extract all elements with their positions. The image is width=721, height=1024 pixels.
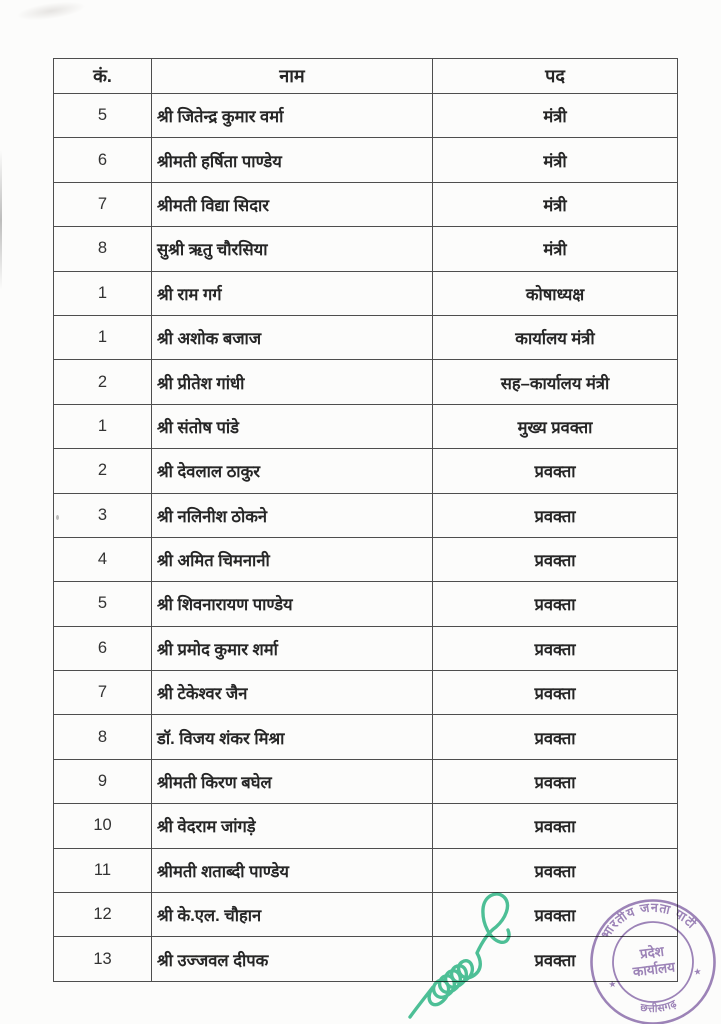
stamp-top-arc-text: भारतीय जनता पार्टी [598, 900, 700, 942]
cell-post: प्रवक्ता [433, 449, 678, 493]
cell-post: मंत्री [433, 227, 678, 271]
cell-serial-number: 2 [54, 360, 152, 404]
table-row [54, 182, 678, 226]
cell-post: प्रवक्ता [433, 671, 678, 715]
cell-name: श्रीमती किरण बघेल [152, 759, 433, 803]
cell-name: श्री राम गर्ग [152, 271, 433, 315]
cell-serial-number: 3 [54, 493, 152, 537]
cell-name: श्री के.एल. चौहान [152, 893, 433, 937]
cell-serial-number: 5 [54, 94, 152, 138]
table-row [54, 449, 678, 493]
cell-post: प्रवक्ता [433, 937, 678, 981]
cell-post: प्रवक्ता [433, 626, 678, 670]
cell-post: मंत्री [433, 182, 678, 226]
cell-serial-number: 13 [54, 937, 152, 981]
table-row [54, 937, 678, 981]
cell-post: मंत्री [433, 94, 678, 138]
cell-name: श्री शिवनारायण पाण्डेय [152, 582, 433, 626]
cell-name: डॉ. विजय शंकर मिश्रा [152, 715, 433, 759]
table-row [54, 759, 678, 803]
cell-post: कार्यालय मंत्री [433, 315, 678, 359]
cell-name: श्री अमित चिमनानी [152, 537, 433, 581]
stamp-star-left-icon: ★ [607, 978, 618, 990]
table-row [54, 493, 678, 537]
stamp-star-right-icon: ★ [692, 966, 703, 978]
table-row [54, 94, 678, 138]
cell-name: श्रीमती हर्षिता पाण्डेय [152, 138, 433, 182]
table-row [54, 138, 678, 182]
cell-name: श्रीमती विद्या सिदार [152, 182, 433, 226]
table-row [54, 715, 678, 759]
cell-name: श्री वेदराम जांगड़े [152, 804, 433, 848]
cell-name: सुश्री ऋतु चौरसिया [152, 227, 433, 271]
cell-post: प्रवक्ता [433, 582, 678, 626]
cell-name: श्रीमती शताब्दी पाण्डेय [152, 848, 433, 892]
cell-name: श्री जितेन्द्र कुमार वर्मा [152, 94, 433, 138]
cell-serial-number: 5 [54, 582, 152, 626]
cell-serial-number: 1 [54, 315, 152, 359]
cell-post: प्रवक्ता [433, 893, 678, 937]
scan-edge-artifact [0, 150, 2, 290]
table-row [54, 582, 678, 626]
cell-serial-number: 1 [54, 404, 152, 448]
stamp-center-line1: प्रदेश [639, 943, 665, 962]
cell-name: श्री उज्जवल दीपक [152, 937, 433, 981]
table-row [54, 271, 678, 315]
cell-name: श्री टेकेश्वर जैन [152, 671, 433, 715]
stamp-center-line2: कार्यालय [632, 959, 676, 980]
cell-name: श्री देवलाल ठाकुर [152, 449, 433, 493]
table-row [54, 893, 678, 937]
table-row [54, 848, 678, 892]
cell-serial-number: 6 [54, 138, 152, 182]
cell-post: कोषाध्यक्ष [433, 271, 678, 315]
cell-post: मंत्री [433, 138, 678, 182]
cell-post: सह–कार्यालय मंत्री [433, 360, 678, 404]
table-row [54, 626, 678, 670]
cell-name: श्री संतोष पांडे [152, 404, 433, 448]
cell-name: श्री प्रीतेश गांधी [152, 360, 433, 404]
table-row [54, 671, 678, 715]
roster-table [53, 58, 678, 982]
cell-post: प्रवक्ता [433, 493, 678, 537]
cell-post: प्रवक्ता [433, 715, 678, 759]
cell-serial-number: 6 [54, 626, 152, 670]
table-row [54, 804, 678, 848]
table-row [54, 537, 678, 581]
cell-serial-number: 2 [54, 449, 152, 493]
cell-post: प्रवक्ता [433, 804, 678, 848]
cell-serial-number: 12 [54, 893, 152, 937]
svg-text:छत्तीसगढ़ [637, 997, 680, 1018]
table-row [54, 227, 678, 271]
cell-name: श्री अशोक बजाज [152, 315, 433, 359]
table-row [54, 404, 678, 448]
cell-serial-number: 1 [54, 271, 152, 315]
cell-serial-number: 7 [54, 182, 152, 226]
cell-serial-number: 8 [54, 227, 152, 271]
cell-serial-number: 10 [54, 804, 152, 848]
cell-serial-number: 9 [54, 759, 152, 803]
cell-post: प्रवक्ता [433, 537, 678, 581]
stamp-bottom-arc-text: छत्तीसगढ़ [639, 997, 679, 1015]
header-serial-number: कं. [54, 59, 152, 94]
cell-name: श्री नलिनीश ठोकने [152, 493, 433, 537]
cell-name: श्री प्रमोद कुमार शर्मा [152, 626, 433, 670]
header-name: नाम [152, 59, 433, 94]
cell-post: प्रवक्ता [433, 848, 678, 892]
header-post: पद [433, 59, 678, 94]
cell-serial-number: 7 [54, 671, 152, 715]
table-row [54, 315, 678, 359]
table-body [54, 94, 678, 982]
table-row [54, 360, 678, 404]
cell-post: प्रवक्ता [433, 759, 678, 803]
cell-post: मुख्य प्रवक्ता [433, 404, 678, 448]
table-header-row [54, 59, 678, 94]
cell-serial-number: 8 [54, 715, 152, 759]
cell-serial-number: 11 [54, 848, 152, 892]
cell-serial-number: 4 [54, 537, 152, 581]
pencil-smudge-artifact [15, 0, 87, 24]
